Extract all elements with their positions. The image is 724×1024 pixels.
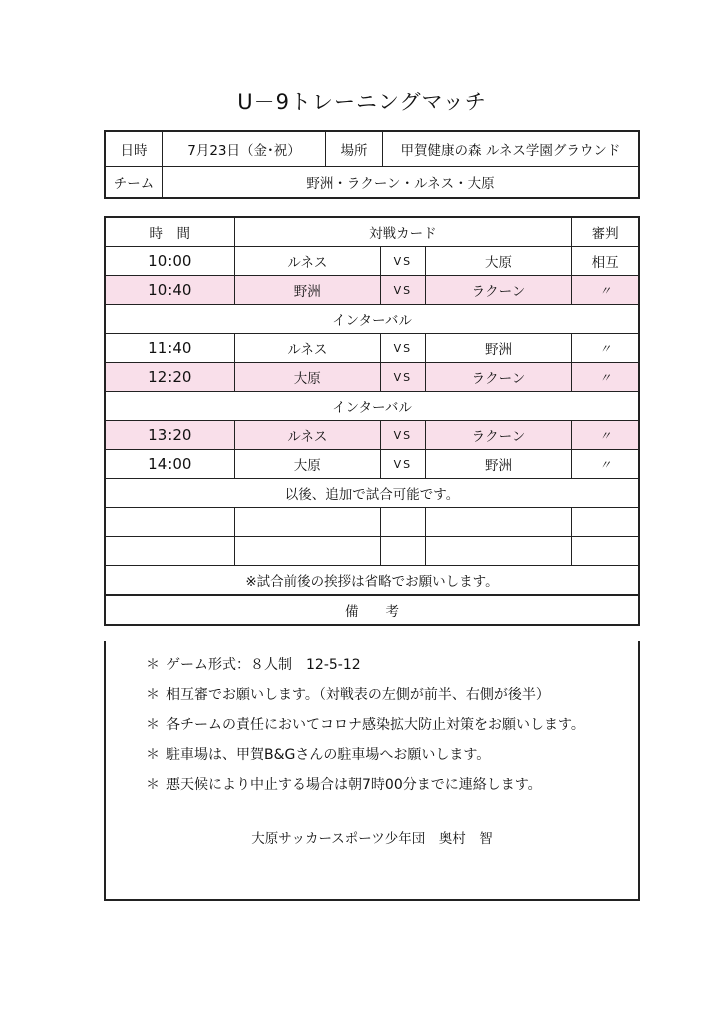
organizer-signature: 大原サッカースポーツ少年団 奥村 智 xyxy=(251,831,493,847)
blank-cell xyxy=(425,537,571,566)
blank-row xyxy=(105,537,639,566)
interval-row xyxy=(105,392,639,421)
bullet-star: ＊ xyxy=(146,717,160,733)
remark-item xyxy=(146,775,638,805)
match-vs: VS xyxy=(380,421,425,450)
remarks-header-row xyxy=(105,595,639,625)
match-home-team: ルネス xyxy=(234,334,380,363)
match-row xyxy=(105,363,639,392)
place-label: 場所 xyxy=(326,131,383,167)
blank-row xyxy=(105,508,639,537)
match-home-team: ルネス xyxy=(234,247,380,276)
remarks-list xyxy=(106,641,638,805)
additional-note-row xyxy=(105,479,639,508)
match-home-team: 大原 xyxy=(234,363,380,392)
greeting-note: ※試合前後の挨拶は省略でお願いします。 xyxy=(105,566,639,596)
greeting-note-row xyxy=(105,566,639,596)
info-row-team xyxy=(105,167,639,199)
match-away-team: 大原 xyxy=(425,247,571,276)
match-row xyxy=(105,247,639,276)
info-row-date-place xyxy=(105,131,639,167)
match-away-team: ラクーン xyxy=(425,363,571,392)
match-vs: VS xyxy=(380,450,425,479)
match-home-team: 野洲 xyxy=(234,276,380,305)
match-time: 10:00 xyxy=(105,247,234,276)
match-referee: 相互 xyxy=(572,247,639,276)
blank-cell xyxy=(572,508,639,537)
match-referee: 〃 xyxy=(572,363,639,392)
remark-text: 悪天候により中止する場合は朝7時00分までに連絡します。 xyxy=(166,777,542,793)
match-row xyxy=(105,421,639,450)
interval-row xyxy=(105,305,639,334)
match-away-team: ラクーン xyxy=(425,421,571,450)
remark-item xyxy=(146,685,638,715)
bullet-star: ＊ xyxy=(146,657,160,673)
bullet-star: ＊ xyxy=(146,687,160,703)
blank-cell xyxy=(380,508,425,537)
bullet-star: ＊ xyxy=(146,777,160,793)
blank-cell xyxy=(425,508,571,537)
match-row xyxy=(105,334,639,363)
team-label: チーム xyxy=(105,167,163,199)
bullet-star: ＊ xyxy=(146,747,160,763)
match-referee: 〃 xyxy=(572,334,639,363)
match-away-team: 野洲 xyxy=(425,334,571,363)
match-time: 11:40 xyxy=(105,334,234,363)
match-time: 10:40 xyxy=(105,276,234,305)
blank-cell xyxy=(572,537,639,566)
interval-label: インターバル xyxy=(105,305,639,334)
match-home-team: 大原 xyxy=(234,450,380,479)
match-away-team: 野洲 xyxy=(425,450,571,479)
match-home-team: ルネス xyxy=(234,421,380,450)
blank-cell xyxy=(234,508,380,537)
additional-matches-note: 以後、追加で試合可能です。 xyxy=(105,479,639,508)
document-title: U－9トレーニングマッチ xyxy=(237,90,487,114)
header-time: 時 間 xyxy=(105,217,234,247)
header-referee: 審判 xyxy=(572,217,639,247)
match-time: 14:00 xyxy=(105,450,234,479)
match-schedule-table xyxy=(104,216,640,626)
match-row xyxy=(105,276,639,305)
match-referee: 〃 xyxy=(572,421,639,450)
remarks-box xyxy=(104,641,640,901)
match-referee: 〃 xyxy=(572,450,639,479)
match-vs: VS xyxy=(380,334,425,363)
match-vs: VS xyxy=(380,247,425,276)
match-vs: VS xyxy=(380,276,425,305)
remarks-header: 備 考 xyxy=(105,595,639,625)
date-label: 日時 xyxy=(105,131,163,167)
match-away-team: ラクーン xyxy=(425,276,571,305)
blank-cell xyxy=(380,537,425,566)
remark-item xyxy=(146,655,638,685)
team-value: 野洲・ラクーン・ルネス・大原 xyxy=(163,167,640,199)
blank-cell xyxy=(234,537,380,566)
place-value: 甲賀健康の森 ルネス学園グラウンド xyxy=(383,131,640,167)
schedule-header-row xyxy=(105,217,639,247)
match-time: 12:20 xyxy=(105,363,234,392)
match-vs: VS xyxy=(380,363,425,392)
match-row xyxy=(105,450,639,479)
interval-label: インターバル xyxy=(105,392,639,421)
remark-item xyxy=(146,715,638,745)
blank-cell xyxy=(105,508,234,537)
remark-text: 各チームの責任においてコロナ感染拡大防止対策をお願いします。 xyxy=(166,717,585,733)
remark-text: 駐車場は、甲賀B&Gさんの駐車場へお願いします。 xyxy=(166,747,491,763)
match-time: 13:20 xyxy=(105,421,234,450)
event-info-table xyxy=(104,130,640,199)
blank-cell xyxy=(105,537,234,566)
date-value: 7月23日（金･祝） xyxy=(163,131,326,167)
header-match-card: 対戦カード xyxy=(234,217,572,247)
remark-item xyxy=(146,745,638,775)
match-referee: 〃 xyxy=(572,276,639,305)
remark-text: ゲーム形式：８人制 12-5-12 xyxy=(166,657,361,673)
remark-text: 相互審でお願いします。（対戦表の左側が前半、右側が後半） xyxy=(166,687,550,703)
